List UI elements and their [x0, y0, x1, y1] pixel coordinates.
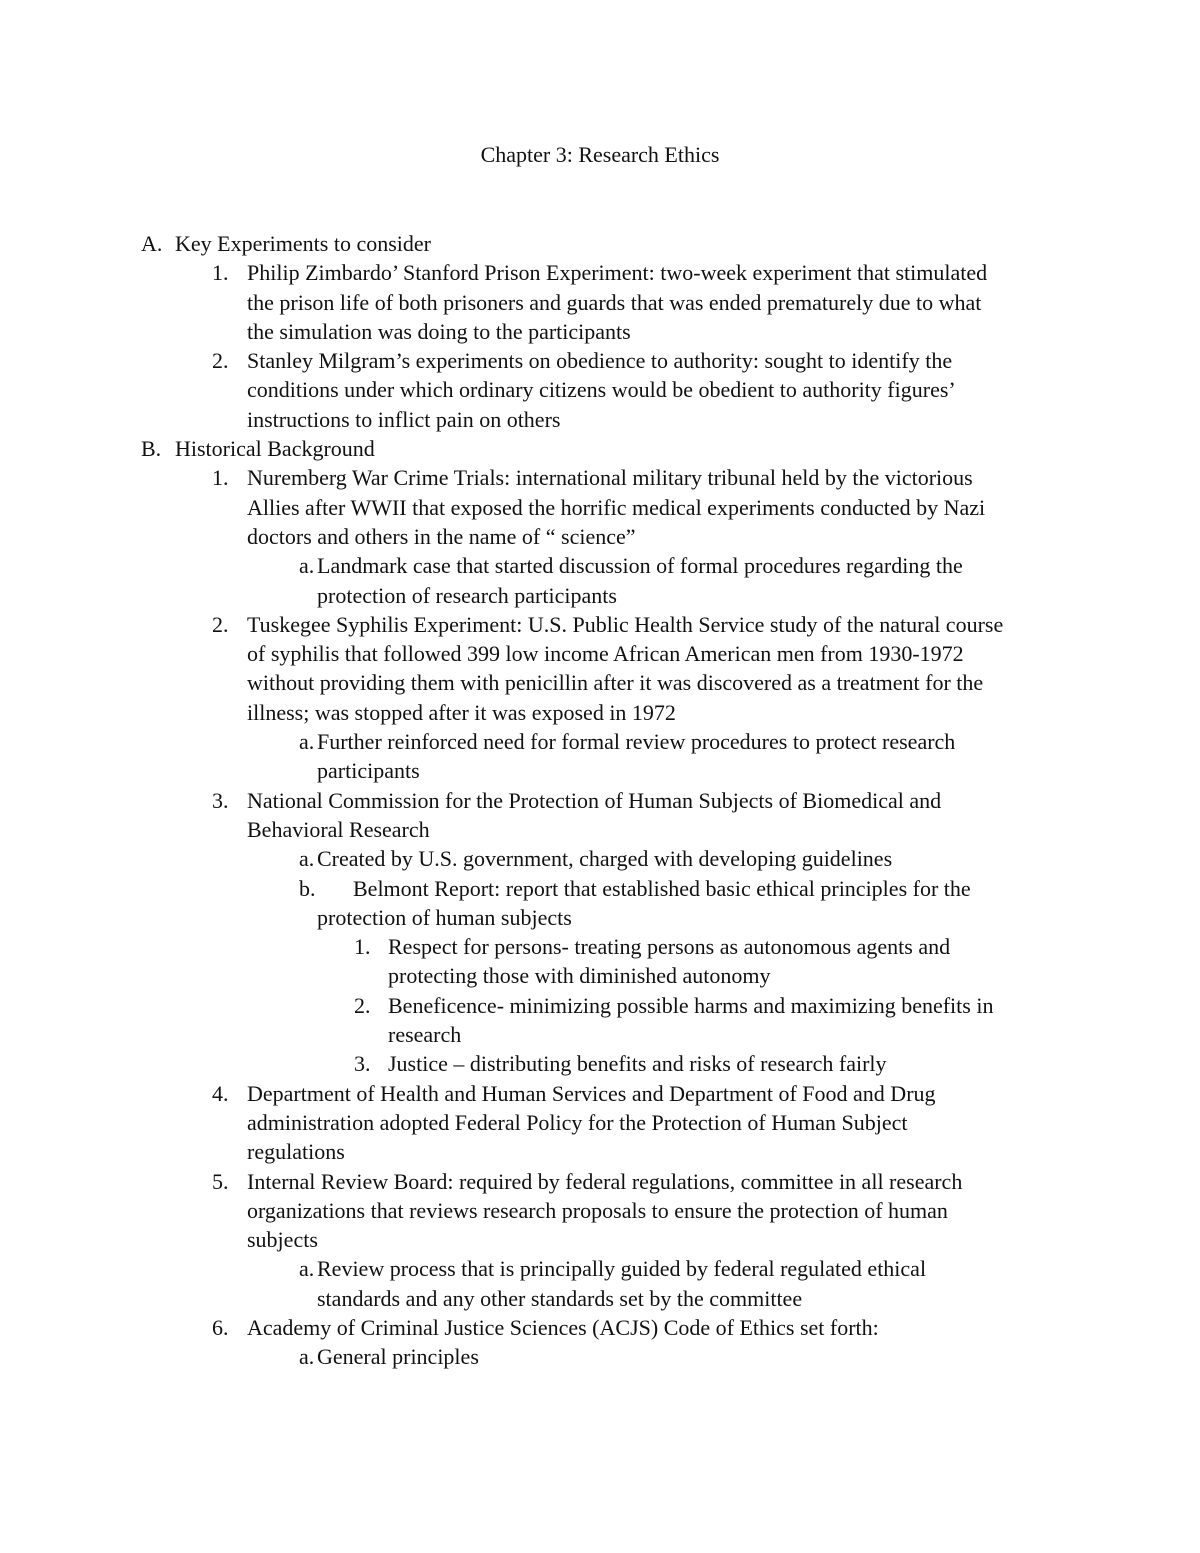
section-marker: A.: [141, 231, 163, 256]
sub-list-item: [0, 1342, 1017, 1371]
sub-item-marker: a.: [299, 729, 315, 755]
principle-marker: 3.: [354, 1051, 371, 1077]
item-line: regulations: [247, 1139, 345, 1165]
item-line: administration adopted Federal Policy for the Protection of Human Subject: [247, 1109, 908, 1135]
sub-item-line: participants: [317, 758, 420, 784]
sub-list-item: [0, 727, 1017, 786]
principle-item: [0, 932, 1048, 991]
sub-list-item: [0, 874, 1017, 933]
list-item: [0, 1079, 1067, 1167]
item-line: Nuremberg War Crime Trials: international military tribunal held by the victorious: [247, 465, 973, 491]
item-marker: 2.: [212, 611, 229, 637]
item-line: of syphilis that followed 399 low income African American men from 1930-1972: [247, 641, 964, 667]
item-marker: 3.: [212, 787, 229, 813]
item-line: National Commission for the Protection of Human Subjects of Biomedical and: [247, 787, 942, 813]
sub-item-marker: a.: [299, 846, 315, 872]
list-item: [0, 463, 1067, 551]
item-marker: 1.: [212, 260, 229, 286]
item-marker: 6.: [212, 1314, 229, 1340]
item-marker: 5.: [212, 1168, 229, 1194]
item-line: conditions under which ordinary citizens would be obedient to authority figures’: [247, 377, 956, 403]
section-marker: B.: [141, 436, 162, 462]
sub-item-line: Review process that is principally guided by federal regulated ethical: [317, 1256, 927, 1282]
item-line: Internal Review Board: required by federal regulations, committee in all research: [247, 1168, 963, 1194]
list-item: [0, 1313, 1067, 1342]
principle-item: [0, 1049, 1048, 1078]
sub-list-item: [0, 844, 1017, 873]
sub-list-item: [0, 1254, 1017, 1313]
sub-item-line: Belmont Report: report that established basic ethical principles for the: [353, 875, 971, 901]
list-item: [0, 610, 1067, 727]
sub-item-marker: a.: [299, 1256, 315, 1282]
section-b: [0, 434, 1200, 463]
principle-line: Respect for persons- treating persons as autonomous agents and: [388, 934, 951, 960]
sub-list-item: [0, 551, 1017, 610]
list-item: [0, 786, 1067, 845]
sub-item-line: General principles: [317, 1344, 479, 1370]
sub-item-line: Created by U.S. government, charged with developing guidelines: [317, 846, 893, 872]
principle-line: research: [388, 1022, 462, 1048]
principle-line: Beneficence- minimizing possible harms and maximizing benefits in: [388, 992, 994, 1018]
list-item: [0, 258, 1067, 346]
list-item: [0, 346, 1067, 434]
item-line: the simulation was doing to the participants: [247, 318, 631, 344]
list-item: [0, 1167, 1067, 1255]
sub-item-marker: a.: [299, 1344, 315, 1370]
principle-marker: 1.: [354, 934, 371, 960]
item-marker: 1.: [212, 465, 229, 491]
sub-item-line: Landmark case that started discussion of formal procedures regarding the: [317, 553, 963, 579]
page-title: Chapter 3: Research Ethics: [480, 142, 720, 167]
principle-line: Justice – distributing benefits and risks of research fairly: [388, 1051, 887, 1077]
principle-item: [0, 991, 1048, 1050]
sub-item-line: standards and any other standards set by the committee: [317, 1285, 803, 1311]
sub-item-marker: b.: [299, 875, 316, 901]
item-line: organizations that reviews research proposals to ensure the protection of human: [247, 1197, 948, 1223]
outline: [0, 229, 1200, 1372]
sub-item-line: protection of research participants: [317, 582, 617, 608]
item-line: without providing them with penicillin after it was discovered as a treatment for the: [247, 670, 984, 696]
sub-item-line: protection of human subjects: [317, 904, 572, 930]
item-line: illness; was stopped after it was exposed in 1972: [247, 699, 676, 725]
sub-item-line: Further reinforced need for formal review procedures to protect research: [317, 729, 956, 755]
item-line: Allies after WWII that exposed the horrific medical experiments conducted by Nazi: [247, 494, 986, 520]
item-line: the prison life of both prisoners and guards that was ended prematurely due to what: [247, 289, 982, 315]
item-line: Philip Zimbardo’ Stanford Prison Experiment: two-week experiment that stimulated: [247, 260, 988, 286]
item-line: subjects: [247, 1227, 318, 1253]
section-a: [0, 229, 1200, 258]
item-line: doctors and others in the name of “ science”: [247, 523, 636, 549]
item-line: Department of Health and Human Services and Department of Food and Drug: [247, 1080, 936, 1106]
item-line: Behavioral Research: [247, 816, 430, 842]
section-heading: Historical Background: [175, 436, 375, 462]
item-line: Stanley Milgram’s experiments on obedience to authority: sought to identify the: [247, 348, 953, 374]
sub-item-marker: a.: [299, 553, 315, 579]
section-heading: Key Experiments to consider: [175, 231, 431, 256]
item-line: Academy of Criminal Justice Sciences (ACJS) Code of Ethics set forth:: [247, 1314, 879, 1340]
item-line: Tuskegee Syphilis Experiment: U.S. Public Health Service study of the natural course: [247, 611, 1004, 637]
principle-marker: 2.: [354, 992, 371, 1018]
item-marker: 4.: [212, 1080, 229, 1106]
item-line: instructions to inflict pain on others: [247, 406, 561, 432]
item-marker: 2.: [212, 348, 229, 374]
principle-line: protecting those with diminished autonomy: [388, 963, 771, 989]
